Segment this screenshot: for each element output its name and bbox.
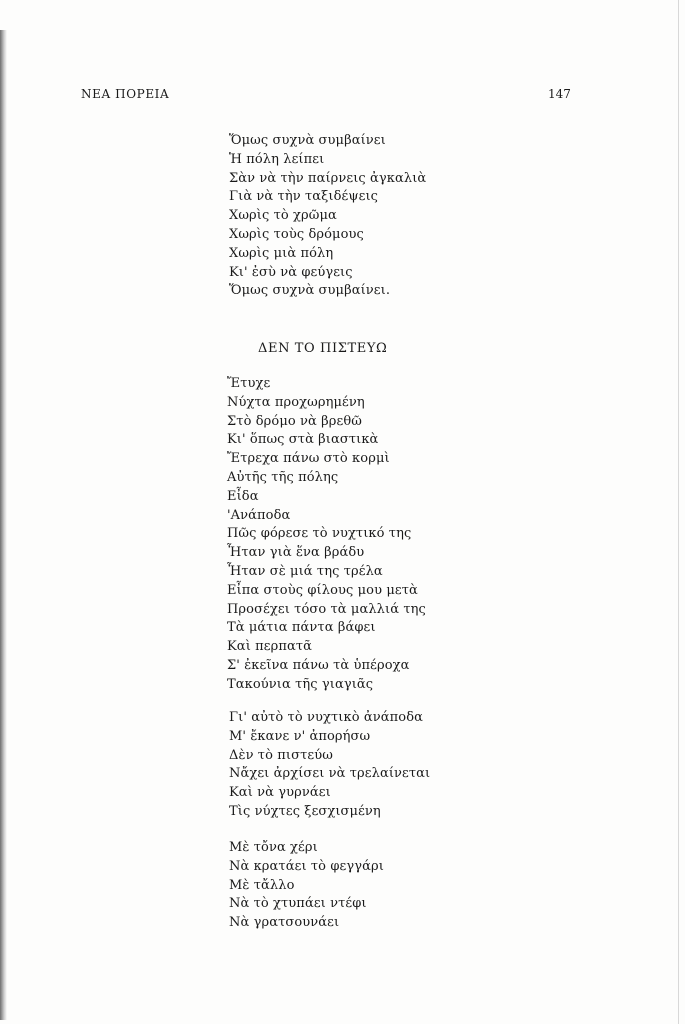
verse-line: Ἡ πόλη λείπει: [229, 151, 325, 167]
verse-line: Δὲν τὸ πιστεύω: [229, 747, 333, 763]
verse-line: 'Ανάποδα: [227, 507, 291, 523]
verse-line: Αὐτῆς τῆς πόλης: [227, 469, 339, 485]
verse-line: Ἔτρεχα πάνω στὸ κορμὶ: [227, 451, 390, 467]
stanza-3: [229, 709, 430, 822]
verse-line: Τὰ μάτια πάντα βάφει: [227, 620, 376, 636]
verse-line: Νὰ κρατάει τὸ φεγγάρι: [229, 858, 384, 874]
verse-line: Μὲ τἄλλο: [229, 877, 295, 893]
verse-line: Προσέχει τόσο τὰ μαλλιά της: [227, 601, 426, 617]
verse-line: Καὶ νὰ γυρνάει: [229, 785, 331, 801]
verse-line: Ἔτυχε: [227, 376, 271, 391]
verse-line: Εἶδα: [227, 488, 259, 504]
verse-line: Εἶπα στοὺς φίλους μου μετὰ: [227, 582, 418, 598]
verse-line: Ἦταν σὲ μιά της τρέλα: [227, 563, 383, 579]
verse-line: Χωρὶς τοὺς δρόμους: [229, 226, 364, 242]
verse-line: Γιὰ νὰ τὴν ταξιδέψεις: [229, 189, 379, 205]
verse-line: Σ' ἐκεῖνα πάνω τὰ ὑπέροχα: [227, 657, 410, 673]
verse-line: Κι' ἐσὺ νὰ φεύγεις: [229, 264, 353, 280]
verse-line: Νύχτα προχωρημένη: [227, 394, 365, 410]
verse-line: Τὶς νύχτες ξεσχισμένη: [229, 803, 381, 819]
running-title: ΝΕΑ ΠΟΡΕΙΑ: [81, 87, 170, 101]
verse-line: Σὰν νὰ τὴν παίρνεις ἀγκαλιὰ: [229, 170, 427, 186]
verse-line: Πῶς φόρεσε τὸ νυχτικό της: [227, 526, 412, 542]
page-spine-shadow: [0, 30, 7, 1020]
verse-line: Καὶ περπατᾶ: [227, 639, 313, 655]
page-edge: [678, 0, 679, 1024]
stanza-4: [229, 839, 384, 933]
verse-line: Ὅμως συχνὰ συμβαίνει.: [229, 283, 391, 299]
verse-line: Νὰ τὸ χτυπάει ντέφι: [229, 896, 367, 912]
stanza-2: [227, 375, 426, 695]
verse-line: Νὰ γρατσουνάει: [229, 915, 340, 931]
stanza-1: [229, 132, 426, 301]
verse-line: Χωρὶς τὸ χρῶμα: [229, 208, 337, 224]
verse-line: Μὲ τὄνα χέρι: [229, 840, 318, 855]
page-number: 147: [548, 87, 571, 101]
verse-line: Νἄχει ἀρχίσει νὰ τρελαίνεται: [229, 766, 431, 782]
poem-title: ΔΕΝ ΤΟ ΠΙΣΤΕΥΩ: [258, 341, 388, 356]
verse-line: Χωρὶς μιὰ πόλη: [229, 245, 334, 261]
verse-line: Στὸ δρόμο νὰ βρεθῶ: [227, 413, 362, 429]
verse-line: Κι' ὅπως στὰ βιαστικὰ: [227, 432, 379, 448]
verse-line: Μ' ἔκανε ν' ἀπορήσω: [229, 728, 371, 744]
verse-line: Ἦταν γιὰ ἕνα βράδυ: [227, 545, 365, 561]
verse-line: Ὅμως συχνὰ συμβαίνει: [229, 133, 386, 148]
verse-line: Τακούνια τῆς γιαγιᾶς: [227, 676, 374, 692]
verse-line: Γι' αὐτὸ τὸ νυχτικὸ ἀνάποδα: [229, 710, 423, 725]
